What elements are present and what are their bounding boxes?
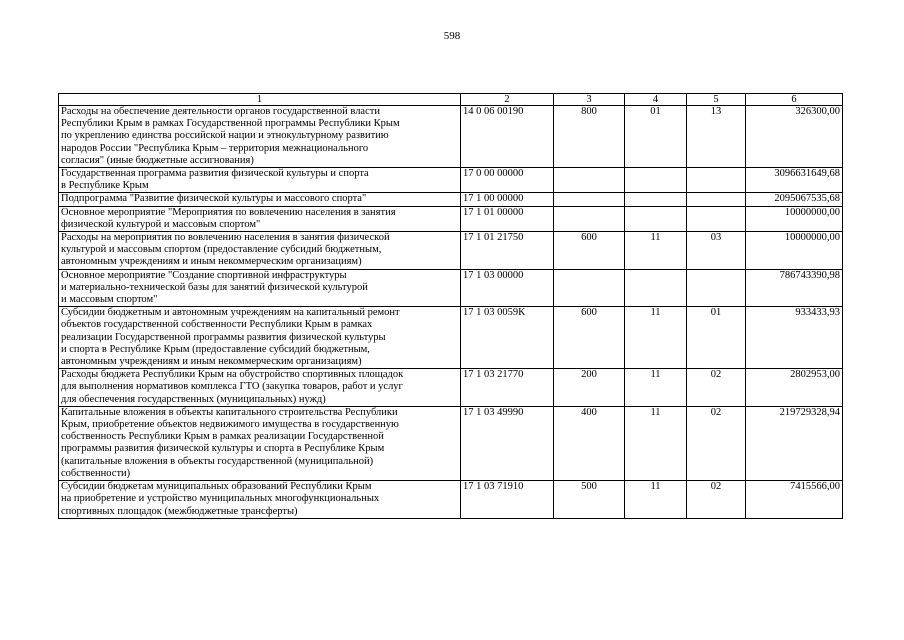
expense-type-cell	[554, 168, 625, 193]
row-name-cell	[59, 269, 461, 307]
subsection-cell	[687, 193, 746, 206]
section-cell: 01	[625, 106, 687, 168]
table-row	[59, 481, 843, 519]
row-name-cell	[59, 106, 461, 168]
header-cell-subsection: 5	[687, 94, 746, 106]
row-name-line: (капитальные вложения в объекты государственной (муниципальной)	[61, 455, 374, 467]
table-body	[59, 106, 843, 519]
subsection-cell	[687, 269, 746, 307]
row-name-line: культурой и массовым спортом (предоставление субсидий бюджетным,	[61, 244, 382, 256]
row-name-line: и массовым спортом"	[61, 294, 158, 306]
header-cell-section: 4	[625, 94, 687, 106]
expense-type-cell: 400	[554, 406, 625, 480]
section-cell: 11	[625, 307, 687, 369]
header-row	[59, 94, 843, 106]
budget-table	[58, 93, 843, 519]
page-number: 598	[443, 30, 461, 42]
section-cell: 11	[625, 406, 687, 480]
row-name-line: собственности)	[61, 467, 131, 479]
row-name-line: народов России "Республика Крым – территория межнационального	[61, 142, 369, 154]
amount-cell: 10000000,00	[746, 232, 843, 270]
row-name-line: Основное мероприятие "Мероприятия по вовлечению населения в занятия	[61, 206, 396, 218]
table-row	[59, 168, 843, 193]
subsection-cell: 03	[687, 232, 746, 270]
header-cell-name: 1	[59, 94, 461, 106]
amount-cell: 2095067535,68	[746, 193, 843, 206]
section-cell: 11	[625, 232, 687, 270]
row-name-cell	[59, 307, 461, 369]
row-name-line: Расходы на обеспечение деятельности органов государственной власти	[61, 106, 380, 117]
amount-cell: 2802953,00	[746, 369, 843, 407]
amount-cell: 3096631649,68	[746, 168, 843, 193]
section-cell	[625, 168, 687, 193]
subsection-cell	[687, 206, 746, 231]
expense-type-cell: 200	[554, 369, 625, 407]
row-name-cell	[59, 168, 461, 193]
section-cell	[625, 269, 687, 307]
table-row	[59, 269, 843, 307]
amount-cell: 219729328,94	[746, 406, 843, 480]
expense-type-cell	[554, 269, 625, 307]
table-row	[59, 307, 843, 369]
row-name-line: на приобретение и устройство муниципальных многофункциональных	[61, 493, 380, 505]
row-name-line: Государственная программа развития физической культуры и спорта	[61, 168, 369, 180]
section-cell: 11	[625, 481, 687, 519]
amount-cell: 933433,93	[746, 307, 843, 369]
row-name-cell	[59, 481, 461, 519]
subsection-cell: 13	[687, 106, 746, 168]
amount-cell: 10000000,00	[746, 206, 843, 231]
amount-cell: 326300,00	[746, 106, 843, 168]
row-name-line: реализации Государственной программы развития физической культуры	[61, 331, 386, 343]
header-cell-target-article: 2	[461, 94, 554, 106]
target-article-cell: 17 1 01 21750	[461, 232, 554, 270]
row-name-line: Подпрограмма "Развитие физической культуры и массового спорта"	[61, 193, 367, 205]
row-name-line: объектов государственной собственности Республики Крым в рамках	[61, 319, 373, 331]
subsection-cell: 01	[687, 307, 746, 369]
table-row	[59, 193, 843, 206]
expense-type-cell	[554, 193, 625, 206]
row-name-line: согласия" (иные бюджетные ассигнования)	[61, 154, 254, 166]
section-cell: 11	[625, 369, 687, 407]
expense-type-cell: 600	[554, 307, 625, 369]
target-article-cell: 17 1 03 21770	[461, 369, 554, 407]
target-article-cell: 17 1 00 00000	[461, 193, 554, 206]
row-name-line: Субсидии бюджетам муниципальных образований Республики Крым	[61, 481, 372, 493]
target-article-cell: 17 1 03 00000	[461, 269, 554, 307]
section-cell	[625, 193, 687, 206]
target-article-cell: 17 1 03 0059К	[461, 307, 554, 369]
row-name-line: Расходы на мероприятия по вовлечению населения в занятия физической	[61, 232, 390, 244]
row-name-cell	[59, 193, 461, 206]
table-row	[59, 206, 843, 231]
expense-type-cell: 500	[554, 481, 625, 519]
expense-type-cell	[554, 206, 625, 231]
row-name-line: Субсидии бюджетным и автономным учреждениям на капитальный ремонт	[61, 307, 400, 319]
row-name-line: Основное мероприятие "Создание спортивной инфраструктуры	[61, 269, 347, 281]
row-name-line: и спорта в Республике Крым (предоставление субсидий бюджетным,	[61, 343, 370, 355]
row-name-line: собственность Республики Крым в рамках реализации Государственной	[61, 431, 384, 443]
row-name-line: физической культурой и массовым спортом"	[61, 218, 261, 230]
target-article-cell: 17 1 01 00000	[461, 206, 554, 231]
row-name-line: Расходы бюджета Республики Крым на обустройство спортивных площадок	[61, 369, 404, 381]
subsection-cell	[687, 168, 746, 193]
section-cell	[625, 206, 687, 231]
row-name-line: автономным учреждениям и иным некоммерческим организациям)	[61, 356, 362, 368]
row-name-line: автономным учреждениям и иным некоммерческим организациям)	[61, 256, 362, 268]
row-name-line: для обеспечения государственных (муниципальных) нужд)	[61, 393, 326, 405]
row-name-line: спортивных площадок (межбюджетные трансферты)	[61, 505, 298, 517]
target-article-cell: 14 0 06 00190	[461, 106, 554, 168]
row-name-line: Капитальные вложения в объекты капитального строительства Республики	[61, 406, 398, 418]
target-article-cell: 17 1 03 71910	[461, 481, 554, 519]
subsection-cell: 02	[687, 369, 746, 407]
subsection-cell: 02	[687, 481, 746, 519]
table-row	[59, 406, 843, 480]
row-name-cell	[59, 206, 461, 231]
table-row	[59, 232, 843, 270]
row-name-line: программы развития физической культуры и спорта в Республике Крым	[61, 443, 385, 455]
row-name-line: Республики Крым в рамках Государственной программы Республики Крым	[61, 118, 400, 130]
row-name-cell	[59, 369, 461, 407]
row-name-cell	[59, 406, 461, 480]
row-name-line: Крым, приобретение объектов недвижимого имущества в государственную	[61, 419, 399, 431]
row-name-line: и материально-технической базы для занятий физической культурой	[61, 281, 368, 293]
subsection-cell: 02	[687, 406, 746, 480]
table-row	[59, 369, 843, 407]
target-article-cell: 17 0 00 00000	[461, 168, 554, 193]
header-cell-amount: 6	[746, 94, 843, 106]
row-name-line: в Республике Крым	[61, 180, 149, 192]
expense-type-cell: 600	[554, 232, 625, 270]
amount-cell: 7415566,00	[746, 481, 843, 519]
row-name-line: по укреплению единства российской нации и этнокультурному развитию	[61, 130, 389, 142]
table-row	[59, 106, 843, 168]
target-article-cell: 17 1 03 49990	[461, 406, 554, 480]
header-cell-expense-type: 3	[554, 94, 625, 106]
row-name-line: для выполнения нормативов комплекса ГТО (закупка товаров, работ и услуг	[61, 381, 403, 393]
row-name-cell	[59, 232, 461, 270]
amount-cell: 786743390,98	[746, 269, 843, 307]
expense-type-cell: 800	[554, 106, 625, 168]
